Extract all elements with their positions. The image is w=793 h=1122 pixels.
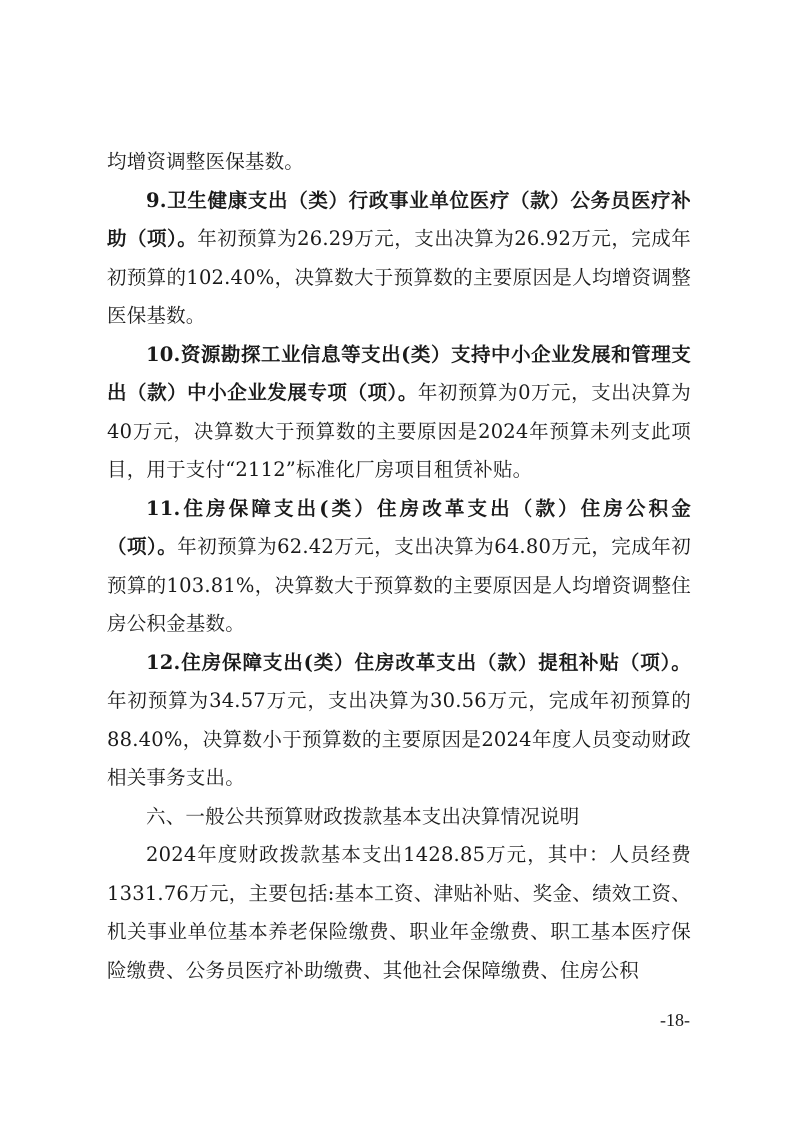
- paragraph-item-9: [107, 182, 691, 336]
- paragraph-basic-expenditure: [107, 836, 691, 990]
- paragraph-body: 年初预算为26.29万元，支出决算为26.92万元，完成年初预算的102.40%，决算数大于预算数的主要原因是人均增资调整医保基数。: [107, 227, 691, 327]
- paragraph-body: 2024年度财政拨款基本支出1428.85万元，其中：人员经费1331.76万元，主要包括:基本工资、津贴补贴、奖金、绩效工资、机关事业单位基本养老保险缴费、职业年金缴费、职工基本医疗保险缴费、公务员医疗补助缴费、其他社会保障缴费、住房公积: [107, 843, 691, 982]
- paragraph-heading: 9.卫生健康支出（类）行政事业单位医疗（款）公务员医疗补助（项）。: [107, 188, 691, 250]
- paragraph-heading: 10.资源勘探工业信息等支出(类）支持中小企业发展和管理支出（款）中小企业发展专项（项）。: [107, 342, 691, 404]
- paragraph-item-11: [107, 490, 691, 644]
- page-number: -18-: [660, 1010, 690, 1030]
- paragraph-body: 年初预算为0万元，支出决算为40万元，决算数大于预算数的主要原因是2024年预算未列支此项目，用于支付“2112”标准化厂房项目租赁补贴。: [107, 381, 691, 481]
- paragraph-heading: 11.住房保障支出(类）住房改革支出（款）住房公积金（项）。: [107, 496, 691, 558]
- section-title: 六、一般公共预算财政拨款基本支出决算情况说明: [146, 804, 580, 828]
- paragraph-body: 年初预算为62.42万元，支出决算为64.80万元，完成年初预算的103.81%，决算数大于预算数的主要原因是人均增资调整住房公积金基数。: [107, 535, 691, 635]
- paragraph-body: 年初预算为34.57万元，支出决算为30.56万元，完成年初预算的88.40%，决算数小于预算数的主要原因是2024年度人员变动财政相关事务支出。: [107, 689, 691, 789]
- paragraph-item-10: [107, 336, 691, 490]
- document-body: [107, 143, 691, 990]
- paragraph-continuation: [107, 143, 691, 182]
- paragraph-item-12: [107, 644, 691, 798]
- section-heading: [107, 798, 691, 837]
- paragraph-heading: 12.住房保障支出(类）住房改革支出（款）提租补贴（项）。: [146, 650, 691, 674]
- paragraph-body: 均增资调整医保基数。: [107, 150, 305, 173]
